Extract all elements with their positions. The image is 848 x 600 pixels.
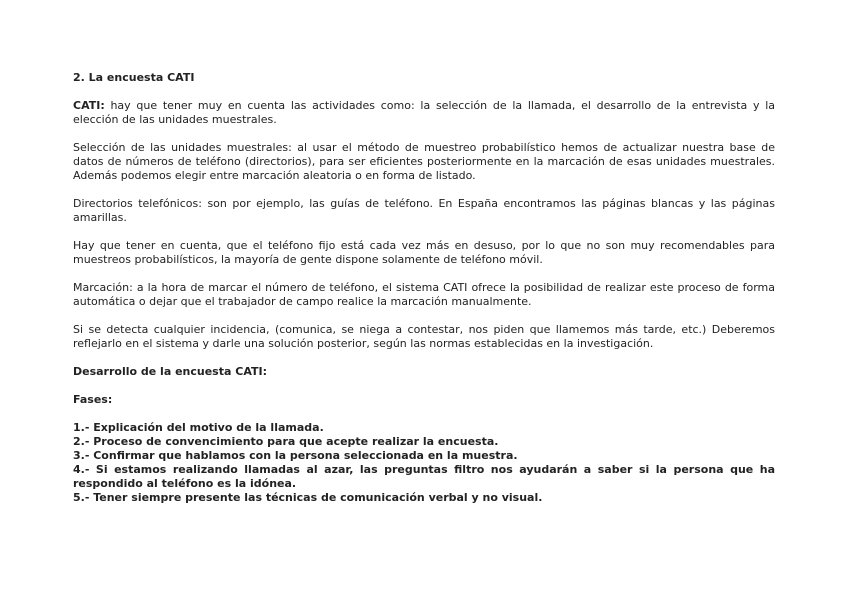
- paragraph-text: hay que tener muy en cuenta las actividades como: la selección de la llamada, el desarrollo de la entrevista y la elección de las unidades muestrales.: [73, 99, 775, 126]
- paragraph-sample-selection: Selección de las unidades muestrales: al usar el método de muestreo probabilístico hemos de actualizar nuestra base de datos de números de teléfono (directorios), para ser eficientes posteriormente en la marcación de esas unidades muestrales. Además podemos elegir entre marcación aleatoria o en forma de listado.: [73, 141, 775, 182]
- paragraph-landline: Hay que tener en cuenta, que el teléfono fijo está cada vez más en desuso, por lo que no son muy recomendables para muestreos probabilísticos, la mayoría de gente dispone solamente de teléfono móvil.: [73, 239, 775, 266]
- phase-item: 2.- Proceso de convencimiento para que acepte realizar la encuesta.: [73, 435, 499, 448]
- document-page: [73, 71, 775, 505]
- phases-list: [73, 421, 775, 505]
- phase-item: 4.- Si estamos realizando llamadas al azar, las preguntas filtro nos ayudarán a saber si la persona que ha respondido al teléfono es la idónea.: [73, 463, 775, 490]
- paragraph-directories: Directorios telefónicos: son por ejemplo, las guías de teléfono. En España encontramos las páginas blancas y las páginas amarillas.: [73, 197, 775, 224]
- phase-item: 3.- Confirmar que hablamos con la persona seleccionada en la muestra.: [73, 449, 518, 462]
- paragraph-lead: CATI:: [73, 99, 105, 112]
- paragraph-dialing: Marcación: a la hora de marcar el número de teléfono, el sistema CATI ofrece la posibilidad de realizar este proceso de forma automática o dejar que el trabajador de campo realice la marcación manualmente.: [73, 281, 775, 308]
- section-title: 2. La encuesta CATI: [73, 71, 195, 84]
- development-title: Desarrollo de la encuesta CATI:: [73, 365, 267, 378]
- phase-item: 5.- Tener siempre presente las técnicas de comunicación verbal y no visual.: [73, 491, 543, 504]
- phases-title: Fases:: [73, 393, 113, 406]
- paragraph-cati: [73, 99, 775, 127]
- paragraph-incidents: Si se detecta cualquier incidencia, (comunica, se niega a contestar, nos piden que llamemos más tarde, etc.) Deberemos reflejarlo en el sistema y darle una solución posterior, según las normas establecidas en la investigación.: [73, 323, 775, 350]
- phase-item: 1.- Explicación del motivo de la llamada.: [73, 421, 324, 434]
